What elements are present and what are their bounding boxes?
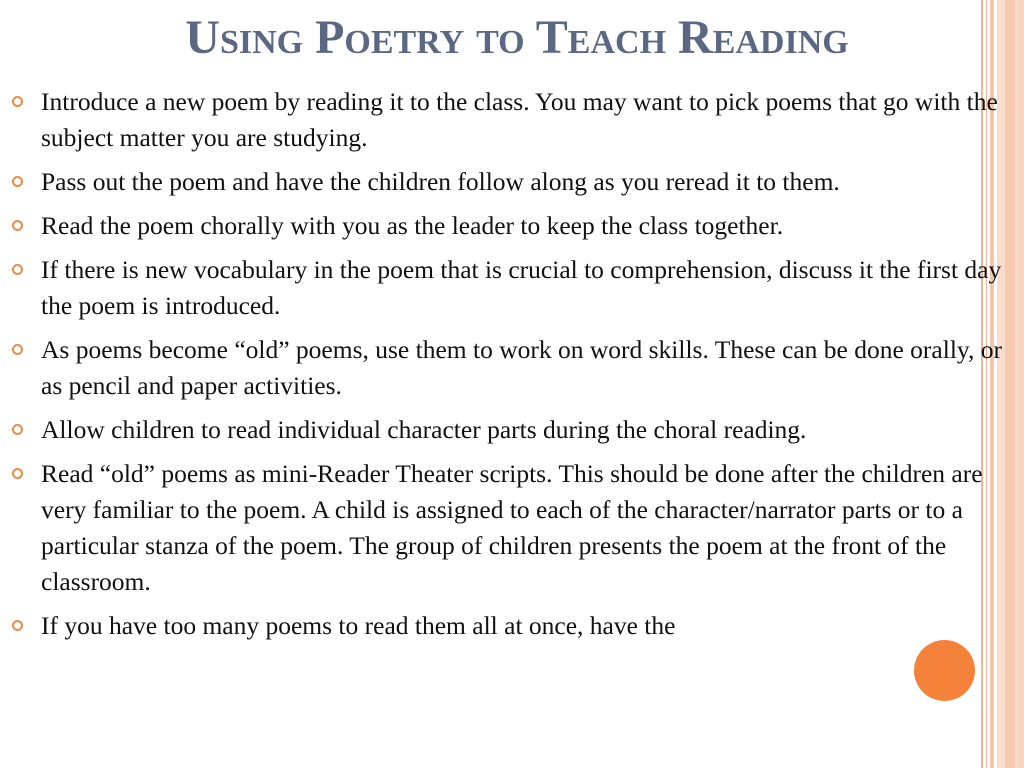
bullet-text: If there is new vocabulary in the poem that is crucial to comprehension, discuss it the first day the poem is introduced. [41, 255, 1002, 320]
bullet-text: Allow children to read individual character parts during the choral reading. [41, 415, 807, 444]
bullet-item [0, 412, 1024, 448]
bullet-item [0, 252, 1024, 324]
bullet-item [0, 208, 1024, 244]
hollow-circle-bullet-icon [12, 96, 23, 107]
bullet-item [0, 164, 1024, 200]
bullet-text: As poems become “old” poems, use them to work on word skills. These can be done orally, or as pencil and paper activities. [41, 335, 1002, 400]
bullet-text: If you have too many poems to read them all at once, have the [41, 611, 676, 640]
hollow-circle-bullet-icon [12, 620, 23, 631]
bullet-text: Introduce a new poem by reading it to the class. You may want to pick poems that go with the subject matter you are studying. [41, 87, 998, 152]
bullet-list [0, 84, 1024, 652]
slide-title: Using Poetry to Teach Reading [185, 11, 849, 64]
bullet-text: Read the poem chorally with you as the leader to keep the class together. [41, 211, 784, 240]
bullet-item [0, 84, 1024, 156]
orange-circle-decoration [914, 640, 975, 701]
hollow-circle-bullet-icon [12, 220, 23, 231]
bullet-item [0, 456, 1024, 600]
bullet-text: Pass out the poem and have the children follow along as you reread it to them. [41, 167, 840, 196]
hollow-circle-bullet-icon [12, 468, 23, 479]
bullet-item [0, 332, 1024, 404]
hollow-circle-bullet-icon [12, 176, 23, 187]
hollow-circle-bullet-icon [12, 424, 23, 435]
hollow-circle-bullet-icon [12, 344, 23, 355]
bullet-text: Read “old” poems as mini-Reader Theater scripts. This should be done after the children are very familiar to the poem. A child is assigned to each of the character/narrator parts or to a particular stanza of the poem. The group of children presents the poem at the front of the classroom. [41, 459, 983, 596]
bullet-item [0, 608, 1024, 644]
hollow-circle-bullet-icon [12, 264, 23, 275]
